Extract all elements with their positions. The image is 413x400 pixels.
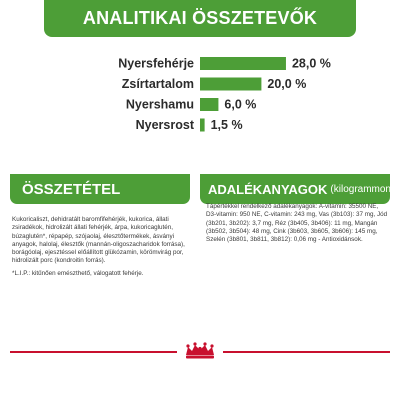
bar-nyershamu <box>200 98 218 111</box>
bar-value-nyersfeherje: 28,0 % <box>291 56 331 71</box>
ingredients-text: Kukoricaliszt, dehidratált baromfifehérjék, kukorica, állati zsiradékok, hidrolizált állati fehérjék, árpa, kukoricaglutén, búzaglutén*, répapép, szójaolaj, élesztőtermékek, ásványi anyagok, halolaj, élesztők (mannán-oligoszacharidok forrása), borágóolaj, ejesztéssel előállított glükózamin, körömvirág por, hidrolizált porc (kondroitin forrás). <box>12 216 185 265</box>
crown-logo-icon <box>177 341 223 363</box>
additives-heading <box>200 174 413 204</box>
ingredients-heading <box>10 174 190 204</box>
analytical-bar-chart <box>0 0 400 150</box>
bar-label-nyersrost: Nyersrost <box>135 118 194 132</box>
section-title: ANALITIKAI ÖSSZETEVŐK <box>82 8 318 28</box>
bar-value-zsirtartalom: 20,0 % <box>267 77 307 91</box>
bar-label-nyersfeherje: Nyersfehérje <box>118 56 194 71</box>
additives-text: Tápértékkel rendelkező adalékanyagok: A-vitamin: 35500 NE, D3-vitamin: 950 NE, C-vitamin: 243 mg, Vas (3b103): 37 mg, Jód (3b201, 3b202): 3,7 mg, Réz (3b405, 3b406): 11 mg, Mangán (3b502, 3b504): 48 mg, Cink (3b603, 3b605, 3b606): 145 mg, Szelén (3b801, 3b811, 3b812): 0,06 mg - Antioxidánsok. <box>206 203 388 244</box>
bar-nyersrost <box>200 119 205 132</box>
bar-label-nyershamu: Nyershamu <box>125 97 194 112</box>
additives-heading-text: ADALÉKANYAGOK <box>208 181 328 197</box>
bar-value-nyershamu: 6,0 % <box>224 97 257 112</box>
bar-value-nyersrost: 1,5 % <box>210 118 243 132</box>
bar-zsirtartalom <box>200 78 261 91</box>
additives-heading-sub: (kilogrammonként) <box>330 183 413 195</box>
bar-nyersfeherje <box>200 57 286 70</box>
bar-label-zsirtartalom: Zsírtartalom <box>121 77 194 91</box>
ingredients-heading-text: ÖSSZETÉTEL <box>22 180 121 198</box>
ingredients-note: *L.I.P.: kitűnően emészthető, válogatott fehérje. <box>12 270 144 277</box>
